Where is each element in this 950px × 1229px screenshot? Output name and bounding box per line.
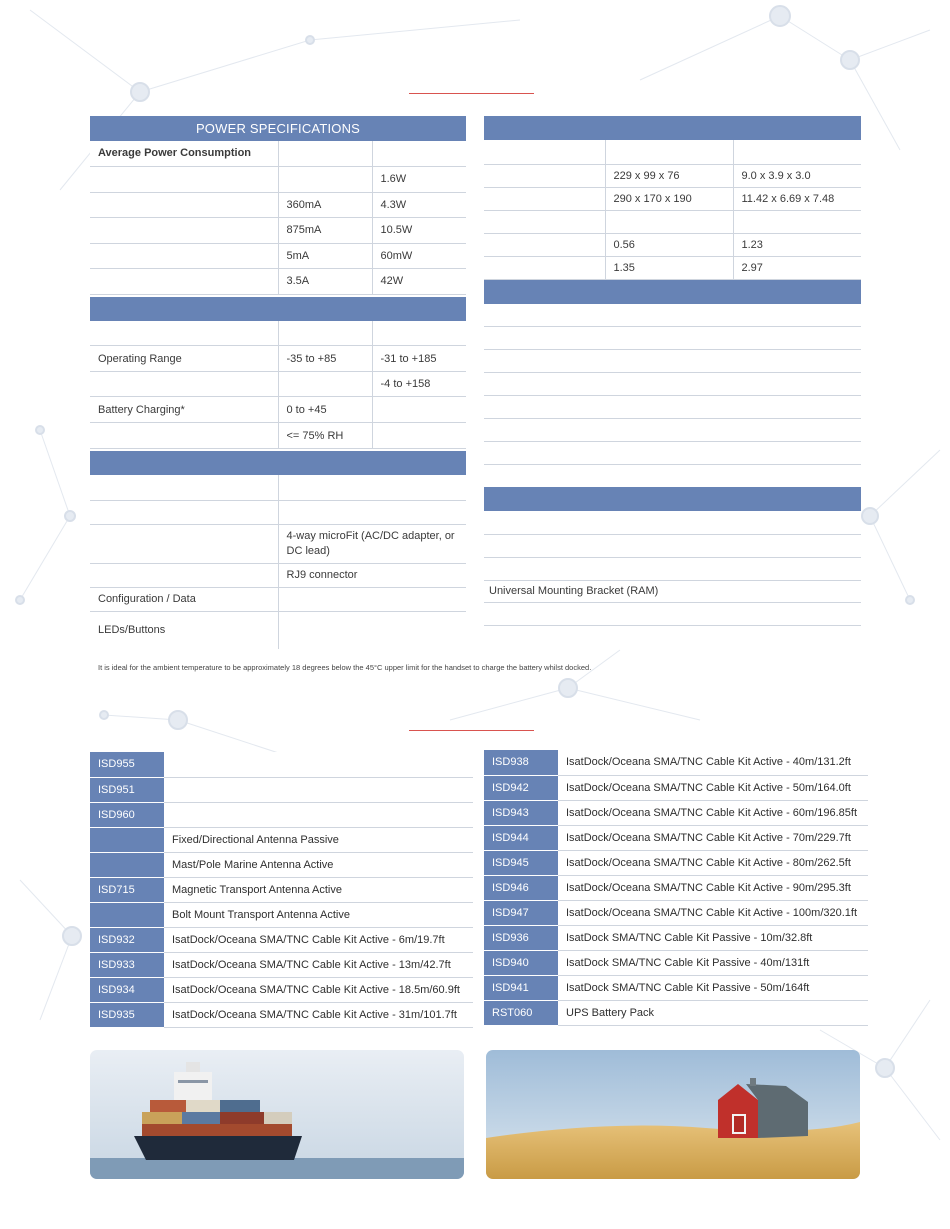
accessory-row bbox=[90, 902, 473, 927]
row-value bbox=[278, 587, 466, 611]
row-value bbox=[484, 511, 861, 534]
accessory-description: IsatDock/Oceana SMA/TNC Cable Kit Active - 70m/229.7ft bbox=[558, 825, 868, 850]
row-value: -31 to +185 bbox=[372, 346, 466, 372]
table-row bbox=[484, 233, 861, 256]
row-value bbox=[605, 140, 733, 164]
row-value bbox=[278, 475, 466, 500]
cargo-ship-photo bbox=[90, 1050, 464, 1179]
features-table-title bbox=[484, 280, 861, 304]
row-label bbox=[90, 192, 278, 217]
features-table-header bbox=[484, 280, 861, 304]
row-value bbox=[484, 327, 861, 350]
row-label: LEDs/Buttons bbox=[98, 624, 166, 637]
row-value bbox=[278, 372, 372, 397]
accessory-code: RST060 bbox=[484, 1000, 558, 1025]
accessory-row bbox=[484, 775, 868, 800]
row-value: Universal Mounting Bracket (RAM) bbox=[484, 580, 861, 602]
row-value bbox=[484, 534, 861, 557]
row-value: 4.3W bbox=[372, 192, 466, 217]
accessory-code: ISD944 bbox=[484, 825, 558, 850]
row-label bbox=[90, 423, 278, 449]
row-value: 4-way microFit (AC/DC adapter, or DC lead) bbox=[278, 524, 466, 563]
temperature-table-header bbox=[90, 297, 466, 321]
row-value: 5mA bbox=[278, 243, 372, 268]
row-value bbox=[733, 210, 861, 233]
row-value bbox=[278, 166, 372, 192]
table-row bbox=[484, 534, 861, 557]
table-row bbox=[484, 350, 861, 373]
row-value: 2.97 bbox=[733, 256, 861, 279]
table-row bbox=[90, 500, 466, 524]
row-label bbox=[484, 233, 605, 256]
package-table-header bbox=[484, 487, 861, 511]
row-value bbox=[278, 500, 466, 524]
table-row bbox=[90, 372, 466, 397]
row-value bbox=[484, 442, 861, 465]
row-value: 0 to +45 bbox=[278, 397, 372, 423]
row-value: 42W bbox=[372, 268, 466, 294]
accessory-code: ISD947 bbox=[484, 900, 558, 925]
power-specifications-table bbox=[90, 116, 466, 295]
row-value bbox=[484, 350, 861, 373]
row-value bbox=[372, 397, 466, 423]
row-label: Battery Charging* bbox=[90, 397, 278, 423]
row-value bbox=[484, 373, 861, 396]
table-row bbox=[90, 524, 466, 563]
row-value bbox=[372, 423, 466, 449]
accessory-description: IsatDock/Oceana SMA/TNC Cable Kit Active - 13m/42.7ft bbox=[164, 952, 473, 977]
row-label bbox=[484, 210, 605, 233]
accessory-description: IsatDock SMA/TNC Cable Kit Passive - 50m/164ft bbox=[558, 975, 868, 1000]
accessory-row bbox=[484, 875, 868, 900]
row-value: -4 to +158 bbox=[372, 372, 466, 397]
accessory-description bbox=[164, 752, 473, 777]
accessory-code: ISD936 bbox=[484, 925, 558, 950]
features-table bbox=[484, 280, 861, 466]
row-value: 1.6W bbox=[372, 166, 466, 192]
table-row bbox=[484, 511, 861, 534]
temperature-table-title bbox=[90, 297, 466, 321]
accessory-row bbox=[484, 850, 868, 875]
accessory-description: Bolt Mount Transport Antenna Active bbox=[164, 902, 473, 927]
accessory-code: ISD715 bbox=[90, 877, 164, 902]
row-value bbox=[484, 602, 861, 625]
accessory-code bbox=[90, 852, 164, 877]
row-label: Configuration / Data bbox=[90, 587, 278, 611]
row-value: <= 75% RH bbox=[278, 423, 372, 449]
accessory-code: ISD945 bbox=[484, 850, 558, 875]
table-row bbox=[484, 442, 861, 465]
accessory-description: IsatDock/Oceana SMA/TNC Cable Kit Active - 18.5m/60.9ft bbox=[164, 977, 473, 1002]
accessory-row bbox=[484, 825, 868, 850]
accessory-description: IsatDock/Oceana SMA/TNC Cable Kit Active - 50m/164.0ft bbox=[558, 775, 868, 800]
row-label bbox=[90, 243, 278, 268]
physical-table-header bbox=[484, 116, 861, 140]
accessory-code: ISD938 bbox=[484, 750, 558, 775]
accessory-row bbox=[484, 950, 868, 975]
package-contents-table bbox=[484, 487, 861, 626]
row-label bbox=[484, 256, 605, 279]
accessory-row bbox=[484, 750, 868, 775]
row-value bbox=[484, 419, 861, 442]
interface-table-header bbox=[90, 451, 466, 475]
accessory-code: ISD932 bbox=[90, 927, 164, 952]
accessory-description: IsatDock/Oceana SMA/TNC Cable Kit Active - 60m/196.85ft bbox=[558, 800, 868, 825]
row-label: Operating Range bbox=[90, 346, 278, 372]
row-value: 10.5W bbox=[372, 217, 466, 243]
table-row bbox=[90, 141, 466, 166]
accessory-row bbox=[90, 777, 473, 802]
row-value bbox=[372, 321, 466, 346]
row-label bbox=[90, 372, 278, 397]
row-label bbox=[90, 524, 278, 563]
table-row bbox=[484, 304, 861, 327]
interface-table-title bbox=[90, 451, 466, 475]
row-value: -35 to +85 bbox=[278, 346, 372, 372]
table-row bbox=[90, 587, 466, 611]
table-row bbox=[484, 602, 861, 625]
row-value: RJ9 connector bbox=[278, 563, 466, 587]
accessory-row bbox=[90, 1002, 473, 1027]
accessory-row bbox=[484, 975, 868, 1000]
table-row bbox=[484, 557, 861, 580]
accessory-code: ISD960 bbox=[90, 802, 164, 827]
row-value: 60mW bbox=[372, 243, 466, 268]
accessory-row bbox=[484, 925, 868, 950]
accessory-description: IsatDock/Oceana SMA/TNC Cable Kit Active - 90m/295.3ft bbox=[558, 875, 868, 900]
table-row bbox=[90, 217, 466, 243]
row-value: 11.42 x 6.69 x 7.48 bbox=[733, 187, 861, 210]
table-row bbox=[484, 140, 861, 164]
accessory-description: IsatDock/Oceana SMA/TNC Cable Kit Active - 31m/101.7ft bbox=[164, 1002, 473, 1027]
row-label bbox=[90, 217, 278, 243]
row-value bbox=[605, 210, 733, 233]
accessory-row bbox=[90, 977, 473, 1002]
accessory-row bbox=[90, 752, 473, 777]
accessory-code: ISD934 bbox=[90, 977, 164, 1002]
table-row bbox=[90, 423, 466, 449]
row-value: 0.56 bbox=[605, 233, 733, 256]
accessory-row bbox=[484, 900, 868, 925]
row-value bbox=[484, 304, 861, 327]
accessory-description: IsatDock/Oceana SMA/TNC Cable Kit Active - 40m/131.2ft bbox=[558, 750, 868, 775]
row-label bbox=[90, 563, 278, 587]
table-row bbox=[484, 373, 861, 396]
interface-table bbox=[90, 451, 466, 649]
table-row bbox=[484, 210, 861, 233]
accessory-description: IsatDock SMA/TNC Cable Kit Passive - 10m/32.8ft bbox=[558, 925, 868, 950]
row-value bbox=[484, 396, 861, 419]
accessory-description bbox=[164, 777, 473, 802]
accessory-code bbox=[90, 827, 164, 852]
row-value: 229 x 99 x 76 bbox=[605, 164, 733, 187]
row-value bbox=[278, 141, 372, 166]
accessory-code: ISD933 bbox=[90, 952, 164, 977]
temperature-table bbox=[90, 297, 466, 450]
row-label bbox=[90, 268, 278, 294]
table-row bbox=[90, 243, 466, 268]
red-barn-wheat-field-photo bbox=[486, 1050, 860, 1179]
physical-table-title bbox=[484, 116, 861, 140]
left-spec-column bbox=[90, 116, 466, 649]
accessory-description: Magnetic Transport Antenna Active bbox=[164, 877, 473, 902]
accessory-code: ISD955 bbox=[90, 752, 164, 777]
row-label bbox=[90, 321, 278, 346]
accessory-code bbox=[90, 902, 164, 927]
table-row bbox=[90, 563, 466, 587]
accessories-right-list bbox=[484, 750, 868, 1026]
row-value: 290 x 170 x 190 bbox=[605, 187, 733, 210]
accessory-code: ISD940 bbox=[484, 950, 558, 975]
section-title-underline bbox=[409, 93, 534, 94]
row-value bbox=[733, 140, 861, 164]
row-value: 3.5A bbox=[278, 268, 372, 294]
row-label bbox=[90, 500, 278, 524]
row-label bbox=[90, 475, 278, 500]
row-value: 9.0 x 3.9 x 3.0 bbox=[733, 164, 861, 187]
accessory-description: IsatDock/Oceana SMA/TNC Cable Kit Active - 80m/262.5ft bbox=[558, 850, 868, 875]
table-row bbox=[90, 321, 466, 346]
table-row bbox=[484, 580, 861, 602]
physical-table bbox=[484, 116, 861, 280]
right-spec-column bbox=[484, 116, 861, 626]
row-value bbox=[278, 611, 466, 649]
accessory-description: Fixed/Directional Antenna Passive bbox=[164, 827, 473, 852]
accessories-left-list bbox=[90, 752, 473, 1028]
accessory-description: UPS Battery Pack bbox=[558, 1000, 868, 1025]
table-row bbox=[90, 192, 466, 217]
table-row bbox=[484, 256, 861, 279]
accessory-row bbox=[90, 877, 473, 902]
table-row bbox=[90, 475, 466, 500]
accessory-row bbox=[484, 1000, 868, 1025]
accessory-description bbox=[164, 802, 473, 827]
accessory-row bbox=[90, 827, 473, 852]
accessory-code: ISD951 bbox=[90, 777, 164, 802]
table-row bbox=[484, 327, 861, 350]
row-value bbox=[278, 321, 372, 346]
accessory-code: ISD941 bbox=[484, 975, 558, 1000]
accessory-code: ISD946 bbox=[484, 875, 558, 900]
accessories-left-table bbox=[90, 752, 473, 1028]
accessory-row bbox=[90, 852, 473, 877]
accessories-right-table bbox=[484, 750, 868, 1026]
table-row bbox=[90, 166, 466, 192]
row-value: 360mA bbox=[278, 192, 372, 217]
accessory-row bbox=[90, 927, 473, 952]
table-row bbox=[90, 346, 466, 372]
table-row bbox=[484, 419, 861, 442]
accessory-code: ISD942 bbox=[484, 775, 558, 800]
footnote: It is ideal for the ambient temperature to be approximately 18 degrees below the 45°C upper limit for the handset to charge the battery whilst docked. bbox=[98, 663, 592, 672]
accessory-description: IsatDock/Oceana SMA/TNC Cable Kit Active - 6m/19.7ft bbox=[164, 927, 473, 952]
power-table-header bbox=[90, 116, 466, 141]
accessory-description: IsatDock SMA/TNC Cable Kit Passive - 40m/131ft bbox=[558, 950, 868, 975]
accessory-description: Mast/Pole Marine Antenna Active bbox=[164, 852, 473, 877]
table-row bbox=[90, 611, 466, 649]
table-row bbox=[90, 268, 466, 294]
table-row bbox=[484, 164, 861, 187]
row-label bbox=[484, 164, 605, 187]
row-label bbox=[90, 166, 278, 192]
power-table-title: POWER SPECIFICATIONS bbox=[90, 116, 466, 141]
row-value bbox=[372, 141, 466, 166]
accessory-row bbox=[90, 952, 473, 977]
table-row bbox=[90, 397, 466, 423]
accessory-description: IsatDock/Oceana SMA/TNC Cable Kit Active - 100m/320.1ft bbox=[558, 900, 868, 925]
accessories-title-underline bbox=[409, 730, 534, 731]
accessory-row bbox=[484, 800, 868, 825]
accessory-code: ISD943 bbox=[484, 800, 558, 825]
accessory-code: ISD935 bbox=[90, 1002, 164, 1027]
row-value: 1.23 bbox=[733, 233, 861, 256]
row-label bbox=[484, 187, 605, 210]
row-value bbox=[484, 557, 861, 580]
row-value: 875mA bbox=[278, 217, 372, 243]
row-value: 1.35 bbox=[605, 256, 733, 279]
accessory-row bbox=[90, 802, 473, 827]
package-table-title bbox=[484, 487, 861, 511]
row-label: Average Power Consumption bbox=[90, 141, 278, 166]
table-row bbox=[484, 187, 861, 210]
table-row bbox=[484, 396, 861, 419]
row-label bbox=[484, 140, 605, 164]
